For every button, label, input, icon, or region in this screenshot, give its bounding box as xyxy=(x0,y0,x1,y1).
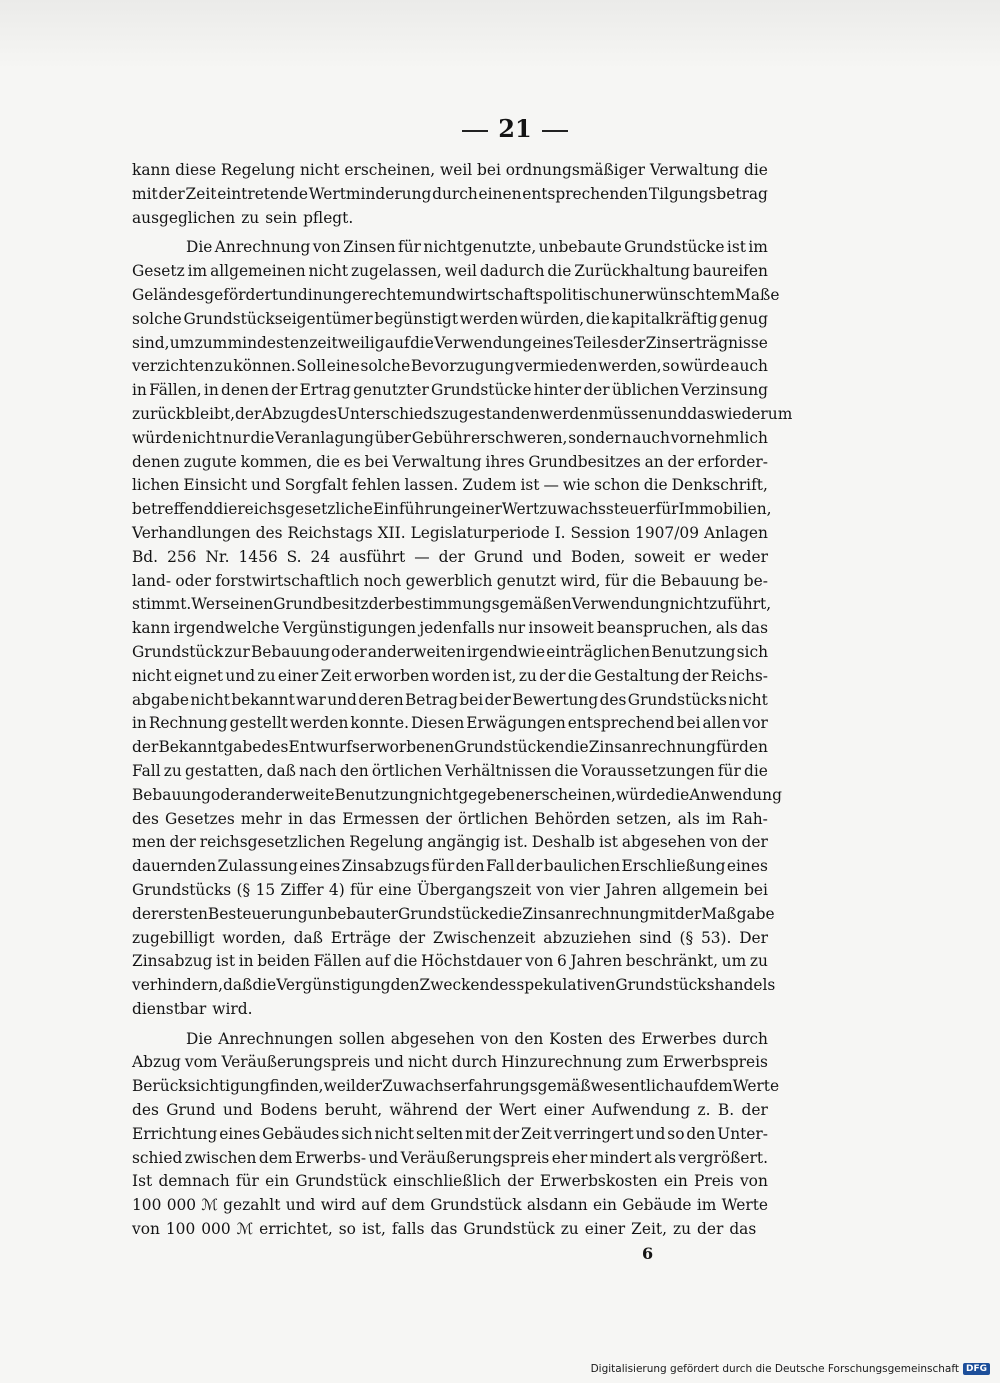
text-line: kann diese Regelung nicht erscheinen, weil bei ordnungsmäßiger Verwaltung die xyxy=(132,161,768,179)
text-line: Grundstücks (§ 15 Ziffer 4) für eine Übergangszeit von vier Jahren allgemein bei xyxy=(132,880,768,899)
footer-credit xyxy=(591,1363,990,1375)
text-line: land- oder forstwirtschaftlich noch gewerblich genutzt wird, für die Bebauung be- xyxy=(132,571,768,590)
text-line: 100 000 ℳ gezahlt und wird auf dem Grundstück alsdann ein Gebäude im Werte xyxy=(132,1196,768,1215)
text-line: Bebauung oder anderweite Benutzung nicht gegeben erscheinen, würde die Anwendung xyxy=(132,785,782,804)
text-line: der ersten Besteuerung unbebauter Grundstücke die Zinsanrechnung mit der Maßgabe xyxy=(132,904,775,923)
text-line: des Gesetzes mehr in das Ermessen der örtlichen Behörden setzen, als im Rah- xyxy=(132,809,768,828)
text-line: Bd. 256 Nr. 1456 S. 24 ausführt — der Grund und Boden, soweit er weder xyxy=(132,547,768,566)
text-line: men der reichsgesetzlichen Regelung angängig ist. Deshalb ist abgesehen von der xyxy=(132,833,768,852)
body-text xyxy=(132,159,793,1242)
text-line: sind, um zum mindesten zeitweilig auf die Verwendung eines Teiles der Zinserträgnisse xyxy=(132,333,768,352)
text-line: dauernden Zulassung eines Zinsabzugs für den Fall der baulichen Erschließung eines xyxy=(132,857,768,876)
scan-top-shadow xyxy=(0,0,1000,70)
text-line: Fall zu gestatten, daß nach den örtlichen Verhältnissen die Voraussetzungen für die xyxy=(132,761,768,780)
text-line: Zinsabzug ist in beiden Fällen auf die Höchstdauer von 6 Jahren beschränkt, um zu xyxy=(132,952,768,971)
text-line: Berücksichtigung finden, weil der Zuwachs erfahrungsgemäß wesentlich auf dem Werte xyxy=(132,1077,780,1096)
page-number-text: 21 xyxy=(498,114,532,143)
text-line: lichen Einsicht und Sorgfalt fehlen lassen. Zudem ist — wie schon die Denkschrift, xyxy=(132,476,768,495)
text-line: denen zugute kommen, die es bei Verwaltung ihres Grundbesitzes an der erforder- xyxy=(132,452,768,471)
text-line: in Rechnung gestellt werden konnte. Diesen Erwägungen entsprechend bei allen vor xyxy=(132,714,768,733)
text-line: Grundstück zur Bebauung oder anderweiten irgendwie einträglichen Benutzung sich xyxy=(132,642,768,661)
text-line: Die Anrechnungen sollen abgesehen von den Kosten des Erwerbes durch xyxy=(186,1029,768,1048)
text-line: ausgeglichen zu sein pflegt. xyxy=(132,208,354,227)
printer-signature-mark: 6 xyxy=(642,1244,654,1263)
text-line: dienstbar wird. xyxy=(132,999,253,1018)
text-line: nicht eignet und zu einer Zeit erworben worden ist, zu der die Gestaltung der Reichs- xyxy=(132,666,768,685)
text-line: stimmt. Wer seinen Grundbesitz der bestimmungsgemäßen Verwendung nicht zuführt, xyxy=(132,595,772,614)
text-line: von 100 000 ℳ errichtet, so ist, falls das Grundstück zu einer Zeit, zu der das xyxy=(132,1220,757,1239)
text-line: der Bekanntgabe des Entwurfs erworbenen Grundstücken die Zinsanrechnung für den xyxy=(132,738,768,757)
text-line: mit der Zeit eintretende Wertminderung durch einen entsprechenden Tilgungsbetrag xyxy=(132,184,768,203)
text-line: Ist demnach für ein Grundstück einschließlich der Erwerbskosten ein Preis von xyxy=(132,1172,768,1191)
text-line: Die Anrechnung von Zinsen für nichtgenutzte, unbebaute Grundstücke ist im xyxy=(186,238,768,257)
dash-right xyxy=(542,130,568,132)
dfg-logo: DFG xyxy=(963,1363,990,1375)
text-line: Abzug vom Veräußerungspreis und nicht durch Hinzurechnung zum Erwerbspreis xyxy=(132,1053,768,1072)
text-line: abgabe nicht bekannt war und deren Betrag bei der Bewertung des Grundstücks nicht xyxy=(132,690,768,709)
dash-left xyxy=(462,130,488,132)
text-line: Geländes gefördert und in ungerechtem und wirtschaftspolitisch unerwünschtem Maße xyxy=(132,285,780,304)
text-line: verhindern, daß die Vergünstigung den Zwecken des spekulativen Grundstückshandels xyxy=(132,976,776,995)
text-line: zurückbleibt, der Abzug des Unterschieds zugestanden werden müssen und das wiederum xyxy=(132,404,793,423)
footer-text: Digitalisierung gefördert durch die Deutsche Forschungsgemeinschaft xyxy=(590,1363,959,1375)
text-line: verzichten zu können. Soll eine solche Bevorzugung vermieden werden, so würde auch xyxy=(132,357,768,376)
text-line: in Fällen, in denen der Ertrag genutzter Grundstücke hinter der üblichen Verzinsung xyxy=(132,381,768,400)
text-line: schied zwischen dem Erwerbs- und Veräußerungspreis eher mindert als vergrößert. xyxy=(132,1148,768,1167)
text-line: zugebilligt worden, daß Erträge der Zwischenzeit abzuziehen sind (§ 53). Der xyxy=(132,928,768,947)
text-line: würde nicht nur die Veranlagung über Gebühr erschweren, sondern auch vornehmlich xyxy=(132,428,768,447)
text-line: Gesetz im allgemeinen nicht zugelassen, weil dadurch die Zurückhaltung baureifen xyxy=(132,262,768,281)
text-line: betreffend die reichsgesetzliche Einführung einer Wertzuwachssteuer für Immobilien, xyxy=(132,500,772,519)
text-line: des Grund und Bodens beruht, während der Wert einer Aufwendung z. B. der xyxy=(132,1101,768,1120)
text-line: solche Grundstückseigentümer begünstigt werden würden, die kapitalkräftig genug xyxy=(132,309,768,328)
text-line: kann irgendwelche Vergünstigungen jedenfalls nur insoweit beanspruchen, als das xyxy=(132,619,768,638)
text-line: Verhandlungen des Reichstags XII. Legislaturperiode I. Session 1907/09 Anlagen xyxy=(132,523,768,542)
page-number xyxy=(0,114,1000,144)
text-line: Errichtung eines Gebäudes sich nicht selten mit der Zeit verringert und so den Unter- xyxy=(132,1124,768,1143)
